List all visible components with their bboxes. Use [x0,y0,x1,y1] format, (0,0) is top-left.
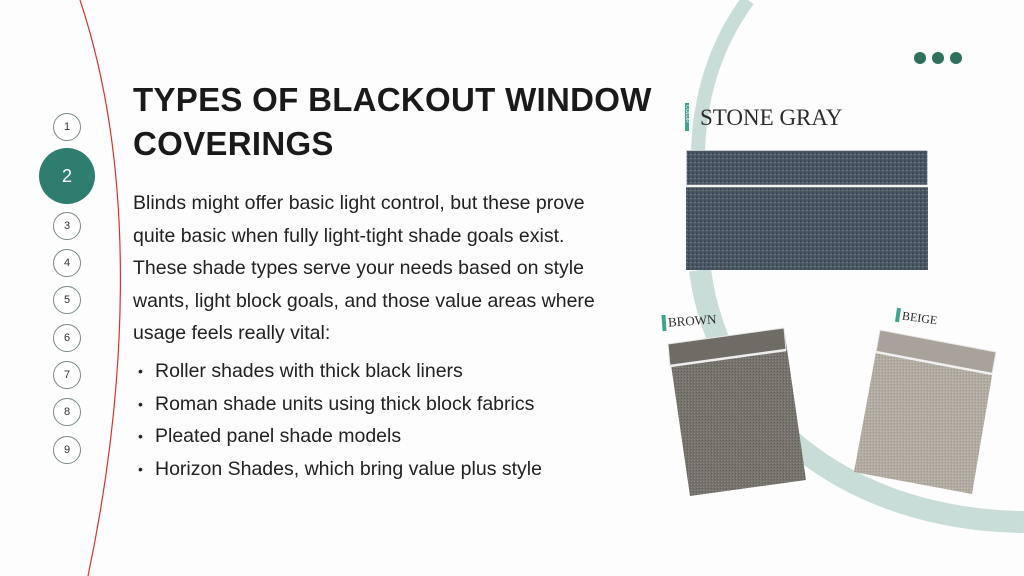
bullet-item: • Horizon Shades, which bring value plus style [133,453,542,486]
page-nav-item-6[interactable]: 6 [53,324,81,352]
slide-title: TYPES OF BLACKOUT WINDOW COVERINGS [133,81,652,162]
page-nav-item-1[interactable]: 1 [53,113,81,141]
page-nav-item-2-active[interactable]: 2 [39,148,95,204]
brown-label: BROWN [667,311,717,330]
bullet-list [133,355,542,485]
brown-shade-image [664,322,810,498]
page-nav-item-3[interactable]: 3 [53,212,81,240]
dot [950,52,962,64]
more-options-icon[interactable] [914,52,962,64]
page-nav-item-7[interactable]: 7 [53,361,81,389]
beige-label: BEIGE [901,308,939,328]
intro-paragraph: Blinds might offer basic light control, but these prove quite basic when fully light-tight shade goals exist. These shade types serve your needs based on style wants, light block goals, and those value areas where usage feels really vital: [133,192,595,344]
stone-gray-label: STONE GRAY [700,105,843,130]
bullet-item: • Roller shades with thick black liners [133,355,542,388]
page-nav-item-9[interactable]: 9 [53,436,81,464]
red-curve-line [80,0,120,576]
dot [932,52,944,64]
dot [914,52,926,64]
page-nav-item-5[interactable]: 5 [53,286,81,314]
stone-gray-shade-image [686,150,928,270]
page-nav-item-4[interactable]: 4 [53,249,81,277]
beige-shade-image [850,326,1000,498]
color-tag-label: COLOR [684,105,690,123]
bullet-item: • Roman shade units using thick block fabrics [133,388,542,421]
page-nav-item-8[interactable]: 8 [53,398,81,426]
bullet-item: • Pleated panel shade models [133,420,542,453]
stone-gray-color-tag [685,103,689,131]
